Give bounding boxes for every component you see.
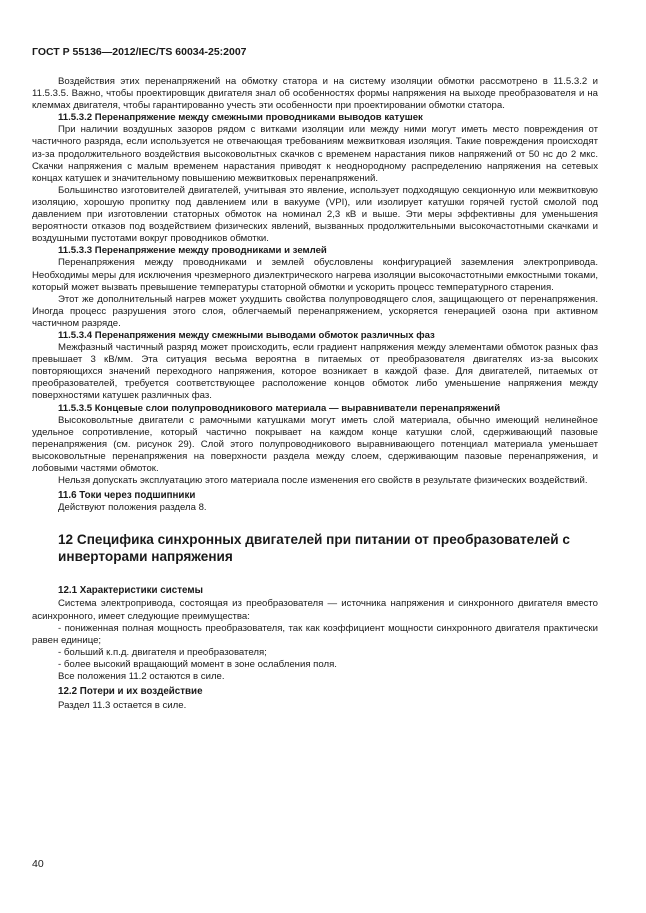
list-item: - более высокий вращающий момент в зоне ослабления поля. — [58, 658, 337, 670]
document-header: ГОСТ Р 55136—2012/IEC/TS 60034-25:2007 — [32, 46, 247, 58]
paragraph: Этот же дополнительный нагрев может ухудшить свойства полупроводящего слоя, защищающего от перенапряжения. Иногда процесс разрушения этого слоя, облегчаемый перенапряжением, ускоряется генерацией озона при активном частичном разряде. — [32, 293, 598, 329]
list-item: - пониженная полная мощность преобразователя, так как коэффициент мощности синхронного двигателя практически равен единице; — [32, 622, 598, 646]
section-heading-12-2: 12.2 Потери и их воздействие — [58, 686, 203, 698]
paragraph: При наличии воздушных зазоров рядом с витками изоляции или между ними могут иметь место повреждения от частичного разряда, если используется не отвечающая требованиям межвитковая изоляция. Такие повреждения происходят из-за продолжительного воздействия высоковольтных скачков с временем нарастания пиков напряжений от 50 нс до 2 мкс. Скачки напряжения с малым временем нарастания приводят к неоднородному распределению напряжения на сетевых концах катушек и значительному повышению межвитковых перенапряжений. — [32, 124, 598, 184]
paragraph: Все положения 11.2 остаются в силе. — [58, 671, 225, 683]
section-heading-11-5-3-3: 11.5.3.3 Перенапряжение между проводниками и землей — [58, 245, 327, 257]
paragraph: Воздействия этих перенапряжений на обмотку статора и на систему изоляции обмотки рассмотрено в 11.5.3.2 и 11.5.3.5. Важно, чтобы проектировщик двигателя знал об особенностях формы напряжения на выходе преобразователя и на клеммах двигателя, чтобы гарантированно учесть эти особенности при проектировании обмотки статора. — [32, 76, 598, 112]
paragraph: Высоковольтные двигатели с рамочными катушками могут иметь слой материала, обычно имеющий нелинейное удельное сопротивление, который частично покрывает на каждом конце катушки слой, сдерживающий пазовые перенапряжения (см. рисунок 29). Слой этого полупроводникового выравнивающего потенциал материала уменьшает высоковольтные перенапряжения на поверхности раздела между слоем, сдерживающим пазовые перенапряжения, и лобовыми частями обмоток. — [32, 414, 598, 474]
section-heading-11-5-3-5: 11.5.3.5 Концевые слои полупроводникового материала — выравниватели перенапряжений — [58, 402, 501, 414]
paragraph: Межфазный частичный разряд может происходить, если градиент напряжения между элементами обмоток разных фаз превышает 3 кВ/мм. Эта ситуация весьма вероятна в питаемых от преобразователя двигателях из-за высоких повторяющихся значений переходного напряжения, которое возникает в каждой фазе. Для двигателей, питаемых от преобразователей, требуется соответствующее расположение концов обмоток либо уменьшение напряжения между поверхностями катушек различных фаз. — [32, 342, 598, 402]
page-body — [32, 76, 598, 712]
paragraph: Система электропривода, состоящая из преобразователя — источника напряжения и синхронного двигателя вместо асинхронного, имеет следующие преимущества: — [32, 598, 598, 622]
paragraph: Раздел 11.3 остается в силе. — [58, 700, 187, 712]
section-heading-11-5-3-4: 11.5.3.4 Перенапряжения между смежными выводами обмоток различных фаз — [58, 329, 435, 341]
list-item: - больший к.п.д. двигателя и преобразователя; — [58, 646, 267, 658]
paragraph: Перенапряжения между проводниками и землей обусловлены конфигурацией заземления электропривода. Необходимы меры для исключения чрезмерного диэлектрического нагрева изоляции высокочастотными емкостными токами, который может вызвать превышение температуры статорной обмотки и ускорить процесс температурного старения. — [32, 257, 598, 293]
chapter-heading-12: 12 Специфика синхронных двигателей при питании от преобразователей с инверторами напряжения — [58, 532, 570, 564]
paragraph: Нельзя допускать эксплуатацию этого материала после изменения его свойств в результате физических воздействий. — [58, 475, 588, 487]
paragraph: Большинство изготовителей двигателей, учитывая это явление, использует подходящую секционную или межвитковую изоляцию, хорошую пропитку под давлением или в вакууме (VPI), или изолирует катушки горячей густой смолой под давлением при изготовлении статорных обмоток на номинал 2,3 кВ и выше. Эти меры эффективны для уменьшения вероятности отказов под воздействием физических явлений, вызванных продолжительными высокочастотными скачками и воздушными пустотами вокруг проводников обмотки. — [32, 184, 598, 245]
section-heading-11-6: 11.6 Токи через подшипники — [58, 490, 196, 502]
section-heading-11-5-3-2: 11.5.3.2 Перенапряжение между смежными проводниками выводов катушек — [58, 112, 423, 124]
page-number: 40 — [32, 858, 44, 870]
section-heading-12-1: 12.1 Характеристики системы — [58, 585, 203, 597]
paragraph: Действуют положения раздела 8. — [58, 502, 207, 514]
